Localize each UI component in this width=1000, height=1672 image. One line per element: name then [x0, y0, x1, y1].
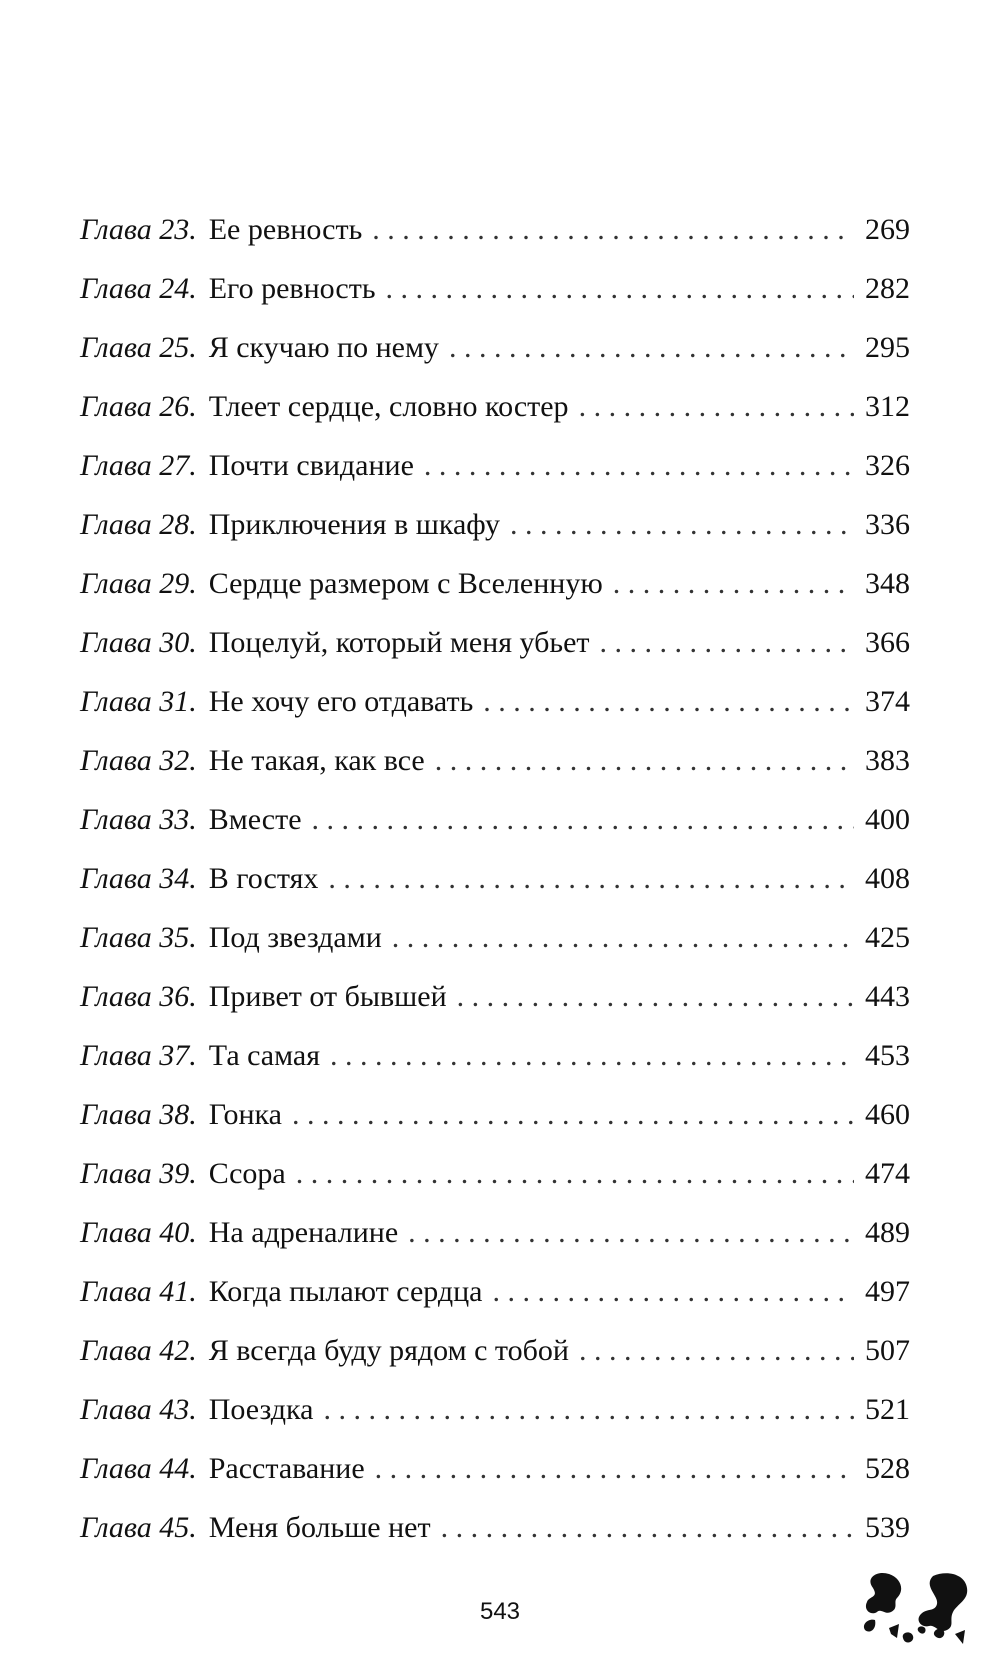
- chapter-page-number: 443: [865, 980, 910, 1013]
- chapter-title: На адреналине: [208, 1216, 399, 1249]
- dot-leader: [312, 790, 854, 849]
- chapter-label: Глава 27.: [80, 449, 197, 482]
- toc-entry: [80, 1203, 910, 1262]
- chapter-page-number: 366: [865, 626, 910, 659]
- chapter-label: Глава 33.: [80, 803, 197, 836]
- chapter-page-number: 348: [865, 567, 910, 600]
- chapter-title: Его ревность: [208, 272, 376, 305]
- chapter-title: Ее ревность: [208, 213, 363, 246]
- toc-entry: [80, 1026, 910, 1085]
- chapter-title: Гонка: [208, 1098, 282, 1131]
- dot-leader: [392, 908, 854, 967]
- chapter-page-number: 312: [865, 390, 910, 423]
- toc-entry: [80, 849, 910, 908]
- toc-entry: [80, 908, 910, 967]
- chapter-page-number: 374: [865, 685, 910, 718]
- dot-leader: [600, 613, 854, 672]
- dot-leader: [323, 1380, 854, 1439]
- chapter-label: Глава 32.: [80, 744, 197, 777]
- toc-entry: [80, 731, 910, 790]
- dot-leader: [292, 1085, 854, 1144]
- chapter-title: Почти свидание: [208, 449, 414, 482]
- chapter-label: Глава 23.: [80, 213, 197, 246]
- toc-entry: [80, 259, 910, 318]
- chapter-page-number: 497: [865, 1275, 910, 1308]
- chapter-page-number: 528: [865, 1452, 910, 1485]
- chapter-label: Глава 25.: [80, 331, 197, 364]
- toc-entry: [80, 790, 910, 849]
- chapter-title: Под звездами: [208, 921, 382, 954]
- chapter-label: Глава 42.: [80, 1334, 197, 1367]
- toc-entry: [80, 1380, 910, 1439]
- chapter-title: Тлеет сердце, словно костер: [208, 390, 569, 423]
- toc-entry: [80, 1439, 910, 1498]
- chapter-page-number: 474: [865, 1157, 910, 1190]
- chapter-label: Глава 24.: [80, 272, 197, 305]
- dot-leader: [579, 377, 854, 436]
- toc-entry: [80, 554, 910, 613]
- table-of-contents: [80, 200, 910, 1557]
- chapter-page-number: 539: [865, 1511, 910, 1544]
- chapter-page-number: 460: [865, 1098, 910, 1131]
- dot-leader: [449, 318, 854, 377]
- dot-leader: [579, 1321, 854, 1380]
- chapter-title: Не хочу его отдавать: [208, 685, 474, 718]
- chapter-label: Глава 43.: [80, 1393, 197, 1426]
- chapter-title: Та самая: [208, 1039, 321, 1072]
- chapter-title: Меня больше нет: [208, 1511, 431, 1544]
- dot-leader: [441, 1498, 854, 1557]
- toc-entry: [80, 1321, 910, 1380]
- chapter-label: Глава 38.: [80, 1098, 197, 1131]
- dot-leader: [510, 495, 854, 554]
- chapter-page-number: 425: [865, 921, 910, 954]
- chapter-page-number: 507: [865, 1334, 910, 1367]
- chapter-page-number: 282: [865, 272, 910, 305]
- chapter-label: Глава 28.: [80, 508, 197, 541]
- chapter-page-number: 326: [865, 449, 910, 482]
- chapter-label: Глава 39.: [80, 1157, 197, 1190]
- chapter-label: Глава 29.: [80, 567, 197, 600]
- chapter-page-number: 269: [865, 213, 910, 246]
- chapter-title: Расставание: [208, 1452, 365, 1485]
- ink-splatter-ornament-icon: [855, 1568, 985, 1658]
- toc-entry: [80, 436, 910, 495]
- chapter-page-number: 453: [865, 1039, 910, 1072]
- chapter-label: Глава 45.: [80, 1511, 197, 1544]
- toc-entry: [80, 1085, 910, 1144]
- dot-leader: [483, 672, 854, 731]
- chapter-label: Глава 35.: [80, 921, 197, 954]
- chapter-page-number: 521: [865, 1393, 910, 1426]
- toc-entry: [80, 1262, 910, 1321]
- toc-entry: [80, 967, 910, 1026]
- chapter-title: Поездка: [208, 1393, 314, 1426]
- chapter-page-number: 295: [865, 331, 910, 364]
- chapter-title: Сердце размером с Вселенную: [208, 567, 603, 600]
- chapter-label: Глава 40.: [80, 1216, 197, 1249]
- dot-leader: [457, 967, 854, 1026]
- toc-entry: [80, 1144, 910, 1203]
- chapter-page-number: 408: [865, 862, 910, 895]
- toc-entry: [80, 495, 910, 554]
- toc-entry: [80, 200, 910, 259]
- dot-leader: [613, 554, 854, 613]
- chapter-label: Глава 44.: [80, 1452, 197, 1485]
- dot-leader: [372, 200, 854, 259]
- chapter-title: В гостях: [208, 862, 319, 895]
- chapter-title: Когда пылают сердца: [208, 1275, 483, 1308]
- dot-leader: [493, 1262, 855, 1321]
- chapter-label: Глава 41.: [80, 1275, 197, 1308]
- chapter-label: Глава 36.: [80, 980, 197, 1013]
- chapter-label: Глава 30.: [80, 626, 197, 659]
- chapter-label: Глава 31.: [80, 685, 197, 718]
- toc-entry: [80, 613, 910, 672]
- chapter-label: Глава 26.: [80, 390, 197, 423]
- dot-leader: [375, 1439, 854, 1498]
- chapter-page-number: 383: [865, 744, 910, 777]
- dot-leader: [328, 849, 854, 908]
- chapter-page-number: 336: [865, 508, 910, 541]
- dot-leader: [424, 436, 854, 495]
- chapter-title: Вместе: [208, 803, 302, 836]
- dot-leader: [296, 1144, 854, 1203]
- dot-leader: [386, 259, 854, 318]
- chapter-title: Поцелуй, который меня убьет: [208, 626, 590, 659]
- chapter-title: Привет от бывшей: [208, 980, 447, 1013]
- dot-leader: [408, 1203, 854, 1262]
- toc-entry: [80, 672, 910, 731]
- chapter-page-number: 400: [865, 803, 910, 836]
- page-number: 543: [479, 1598, 521, 1625]
- chapter-label: Глава 34.: [80, 862, 197, 895]
- dot-leader: [435, 731, 854, 790]
- chapter-title: Ссора: [208, 1157, 286, 1190]
- chapter-title: Я скучаю по нему: [208, 331, 439, 364]
- chapter-label: Глава 37.: [80, 1039, 197, 1072]
- toc-entry: [80, 1498, 910, 1557]
- toc-entry: [80, 377, 910, 436]
- dot-leader: [330, 1026, 854, 1085]
- chapter-title: Я всегда буду рядом с тобой: [208, 1334, 569, 1367]
- chapter-page-number: 489: [865, 1216, 910, 1249]
- chapter-title: Не такая, как все: [208, 744, 425, 777]
- toc-entry: [80, 318, 910, 377]
- chapter-title: Приключения в шкафу: [208, 508, 500, 541]
